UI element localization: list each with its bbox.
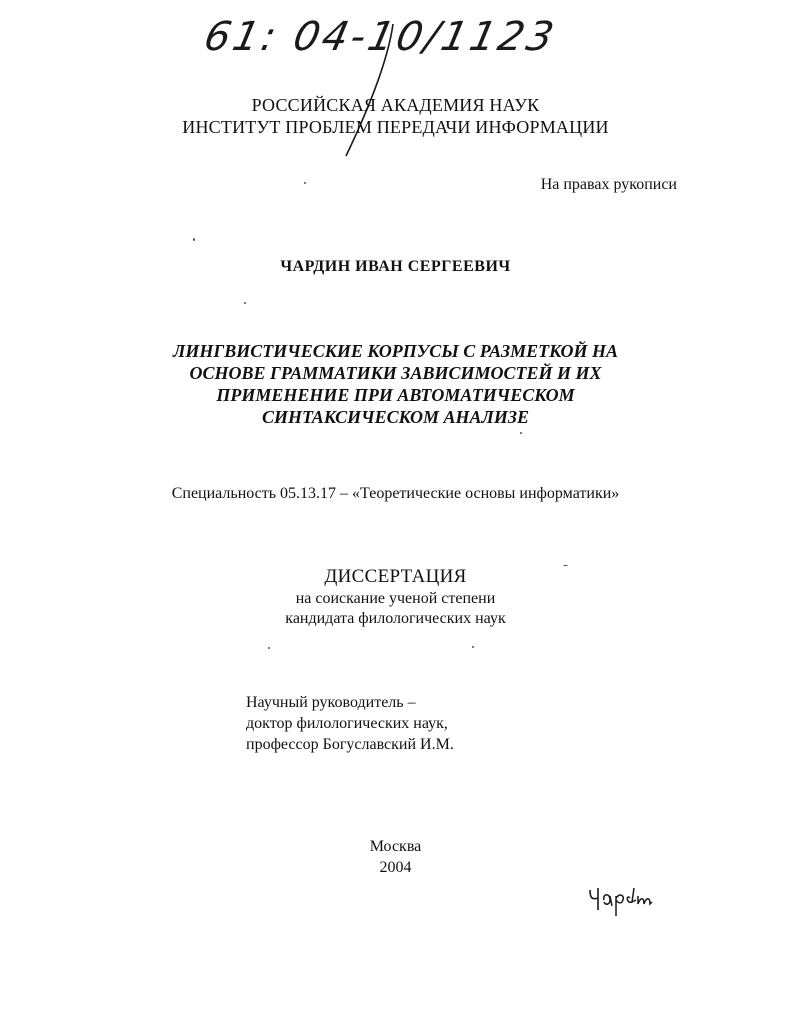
title-line-4: СИНТАКСИЧЕСКОМ АНАЛИЗЕ bbox=[261, 407, 530, 427]
handwritten-signature bbox=[586, 880, 666, 920]
rights-note: На правах рукописи bbox=[540, 176, 677, 193]
organization-header bbox=[0, 94, 791, 138]
specialty-line: Специальность 05.13.17 – «Теоретические основы информатики» bbox=[171, 485, 620, 502]
archive-slash-stroke bbox=[338, 20, 408, 160]
scan-speck bbox=[304, 182, 306, 184]
author-name: ЧАРДИН ИВАН СЕРГЕЕВИЧ bbox=[280, 258, 511, 275]
scan-speck bbox=[563, 565, 568, 566]
supervisor-line-3: профессор Богуславский И.М. bbox=[246, 736, 454, 753]
organization-line-2: ИНСТИТУТ ПРОБЛЕМ ПЕРЕДАЧИ ИНФОРМАЦИИ bbox=[182, 117, 609, 137]
scan-speck bbox=[472, 646, 474, 648]
degree-line-1: на соискание ученой степени bbox=[295, 590, 496, 607]
organization-line-1: РОССИЙСКАЯ АКАДЕМИЯ НАУК bbox=[251, 95, 540, 115]
dissertation-heading: ДИССЕРТАЦИЯ bbox=[324, 566, 467, 587]
scan-speck bbox=[244, 302, 246, 304]
title-line-1: ЛИНГВИСТИЧЕСКИЕ КОРПУСЫ С РАЗМЕТКОЙ НА bbox=[173, 341, 618, 361]
scan-speck bbox=[520, 432, 522, 434]
archive-number: 61: 04-10/1123 bbox=[200, 14, 561, 60]
dissertation-block bbox=[0, 567, 791, 629]
dissertation-title bbox=[0, 340, 791, 428]
scan-speck bbox=[193, 238, 195, 241]
place-year-block bbox=[0, 836, 791, 878]
degree-line-2: кандидата филологических наук bbox=[285, 610, 506, 627]
scan-speck bbox=[268, 647, 270, 649]
supervisor-block bbox=[246, 692, 454, 755]
city: Москва bbox=[369, 838, 422, 855]
year: 2004 bbox=[379, 859, 412, 876]
title-line-2: ОСНОВЕ ГРАММАТИКИ ЗАВИСИМОСТЕЙ И ИХ bbox=[189, 363, 602, 383]
supervisor-line-2: доктор филологических наук, bbox=[246, 715, 448, 732]
supervisor-line-1: Научный руководитель – bbox=[246, 694, 416, 711]
title-line-3: ПРИМЕНЕНИЕ ПРИ АВТОМАТИЧЕСКОМ bbox=[216, 385, 575, 405]
